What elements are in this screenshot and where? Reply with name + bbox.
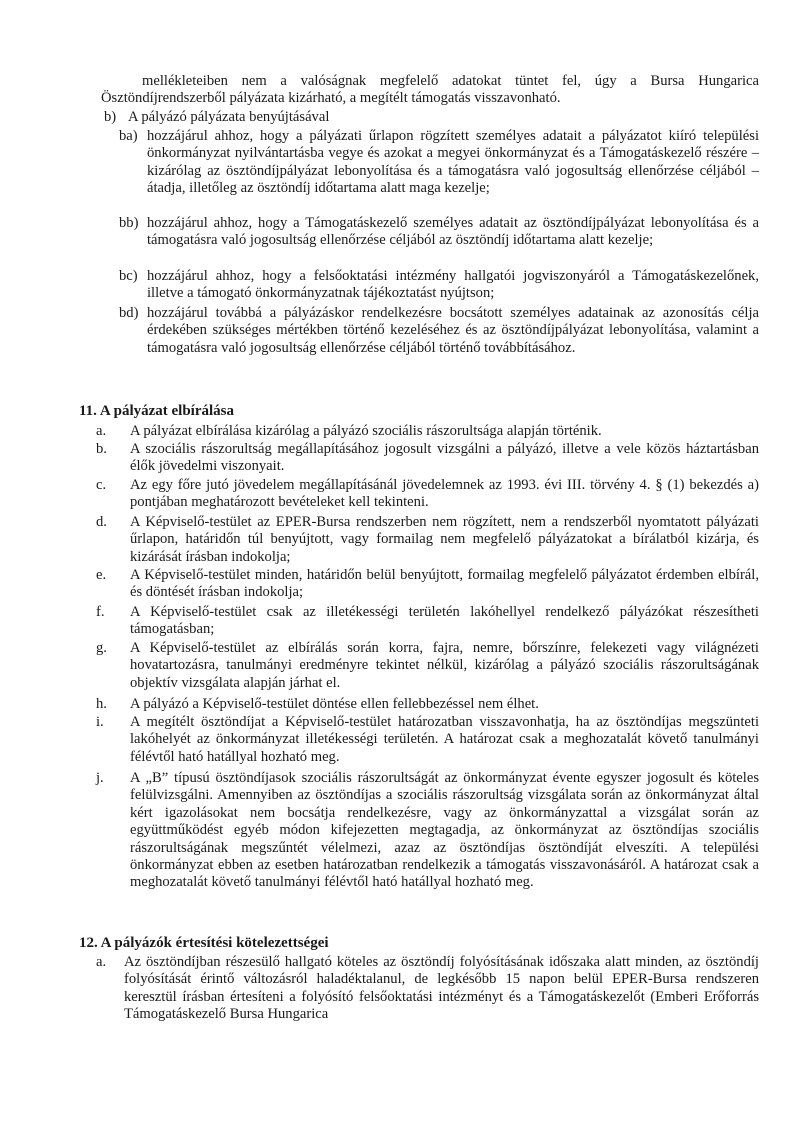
list-item-text: A pályázó pályázata benyújtásával xyxy=(128,109,330,125)
sub-item-label: bd) xyxy=(119,305,139,321)
section-11-item-e xyxy=(96,567,759,602)
section-11-item-a xyxy=(96,423,759,440)
list-item-label: i. xyxy=(96,714,104,730)
section-11-heading: 11. A pályázat elbírálása xyxy=(79,403,235,419)
list-item-text: Az ösztöndíjban részesülő hallgató köteles az ösztöndíj folyósításának időszaka alatt minden, az ösztöndíj folyósítását érintő változásról haladéktalanul, de legkésőbb 15 napon belül EPER-Bursa rendszeren keresztül írásban értesíteni a folyósító felsőoktatási intézményt és a Támogatáskezelőt (Emberi Erőforrás Támogatáskezelő Bursa Hungarica xyxy=(124,954,759,1023)
sub-item-bc xyxy=(119,268,759,303)
section-11-item-f xyxy=(96,604,759,639)
sub-item-label: bc) xyxy=(119,268,138,284)
section-12-heading: 12. A pályázók értesítési kötelezettségei xyxy=(79,935,329,951)
list-item-text: A Képviselő-testület minden, határidőn belül benyújtott, formailag megfelelő pályázatot érdemben elbírál, és döntését írásban indokolja; xyxy=(130,567,759,601)
section-12-item-a xyxy=(96,954,759,1024)
list-item-label: b) xyxy=(104,109,117,125)
list-item-text: A Képviselő-testület az EPER-Bursa rendszerben nem rögzített, nem a rendszerből nyomtatott pályázati űrlapon, határidőn túl benyújtott, vagy formailag nem megfelelő pályázatokat a bírálatból kizárja, és kizárását írásban indokolja; xyxy=(130,514,759,565)
section-11-item-b xyxy=(96,441,759,476)
section-11-item-i xyxy=(96,714,759,766)
list-item-label: j. xyxy=(96,770,104,786)
list-item-label: f. xyxy=(96,604,105,620)
continuation-paragraph xyxy=(101,73,759,108)
list-item-label: c. xyxy=(96,477,107,493)
sub-item-text: hozzájárul továbbá a pályázáskor rendelkezésre bocsátott személyes adatainak az azonosítás célja érdekében szükséges mértékben történő kezeléséhez és az ösztöndíjpályázat lebonyolítása, valamint a támogatásra való jogosultság ellenőrzése céljából történő továbbításához. xyxy=(147,305,759,356)
sub-item-bd xyxy=(119,305,759,357)
sub-item-text: hozzájárul ahhoz, hogy a Támogatáskezelő személyes adatait az ösztöndíjpályázat lebonyolítása és a támogatásra való jogosultság ellenőrzése céljából az ösztöndíj időtartama alatt kezelje; xyxy=(147,215,759,249)
sub-item-ba xyxy=(119,128,759,198)
list-item-text: A pályázat elbírálása kizárólag a pályázó szociális rászorultsága alapján történik. xyxy=(130,423,602,439)
list-item-text: A Képviselő-testület csak az illetékességi területén lakóhellyel rendelkező pályázókat részesítheti támogatásban; xyxy=(130,604,759,638)
sub-item-text: hozzájárul ahhoz, hogy a pályázati űrlapon rögzített személyes adatait a pályázatot kiíró települési önkormányzat nyilvántartásba vegye és azokat a megyei önkormányzat és a Támogatáskezelő részére – kizárólag az ösztöndíjpályázat lebonyolítása és a támogatásra való jogosultság ellenőrzése céljából – átadja, illetőleg az ösztöndíj időtartama alatt maga kezelje; xyxy=(147,128,759,197)
list-item-b xyxy=(104,109,759,126)
section-11-item-g xyxy=(96,640,759,692)
section-11-item-j xyxy=(96,770,759,892)
list-item-text: A szociális rászorultság megállapításához jogosult vizsgálni a pályázó, illetve a vele közös háztartásban élők jövedelmi viszonyait. xyxy=(130,441,759,475)
list-item-label: d. xyxy=(96,514,107,530)
list-item-text: A Képviselő-testület az elbírálás során korra, fajra, nemre, bőrszínre, felekezeti vagy világnézeti hovatartozásra, tanulmányi eredményre tekintet nélkül, kizárólag a pályázó szociális rászorultságának objektív vizsgálata alapján járhat el. xyxy=(130,640,759,691)
list-item-label: a. xyxy=(96,423,107,439)
list-item-text: A „B” típusú ösztöndíjasok szociális rászorultságát az önkormányzat évente egyszer jogosult és köteles felülvizsgálni. Amennyiben az ösztöndíjas a szociális rászorultság vizsgálata során az önkormányzat által kért igazolásokat nem bocsátja rendelkezésre, vagy az önkormányzattal a vizsgálat során az együttműködést egyéb módon kifejezetten megtagadja, az önkormányzat az ösztöndíjas szociális rászorultságának megszűntét vélelmezi, azaz az ösztöndíjas ösztöndíját elveszíti. A települési önkormányzat ebben az esetben határozatban rendelkezik a támogatás visszavonásáról. A határozat csak a meghozatalát követő tanulmányi félévtől ható hatállyal hozható meg. xyxy=(130,770,759,891)
list-item-label: e. xyxy=(96,567,107,583)
section-11-item-d xyxy=(96,514,759,566)
sub-item-label: bb) xyxy=(119,215,139,231)
list-item-text: A pályázó a Képviselő-testület döntése ellen fellebbezéssel nem élhet. xyxy=(130,696,539,712)
continuation-text: mellékleteiben nem a valóságnak megfelelő adatokat tüntet fel, úgy a Bursa Hungarica Ösztöndíjrendszerből pályázata kizárható, a megítélt támogatás visszavonható. xyxy=(101,73,759,107)
list-item-label: h. xyxy=(96,696,107,712)
section-11-item-c xyxy=(96,477,759,512)
sub-item-label: ba) xyxy=(119,128,138,144)
list-item-text: A megítélt ösztöndíjat a Képviselő-testület határozatban visszavonhatja, ha az ösztöndíjas megszünteti lakóhelyét az önkormányzat illetékességi területén. A határozat csak a meghozatalát követő tanulmányi félévtől ható hatállyal hozható meg. xyxy=(130,714,759,765)
sub-item-bb xyxy=(119,215,759,250)
list-item-text: Az egy főre jutó jövedelem megállapításánál jövedelemnek az 1993. évi III. törvény 4. § (1) bekezdés a) pontjában meghatározott bevételeket kell tekinteni. xyxy=(130,477,759,511)
list-item-label: g. xyxy=(96,640,107,656)
sub-item-text: hozzájárul ahhoz, hogy a felsőoktatási intézmény hallgatói jogviszonyáról a Támogatáskezelőnek, illetve a támogató önkormányzatnak tájékoztatást nyújtson; xyxy=(147,268,759,302)
list-item-label: a. xyxy=(96,954,107,970)
list-item-label: b. xyxy=(96,441,107,457)
section-11-item-h xyxy=(96,696,759,713)
